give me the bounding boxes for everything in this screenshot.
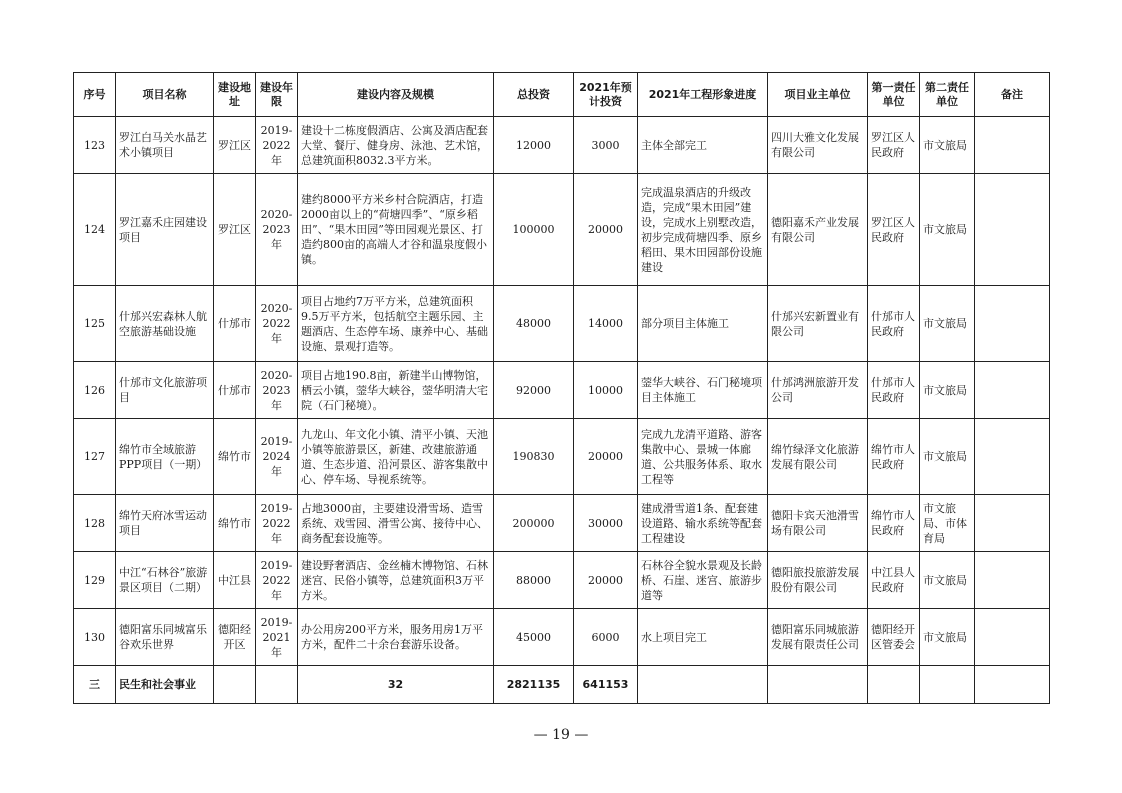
cell-no: 127 bbox=[74, 419, 116, 495]
cell-location: 绵竹市 bbox=[214, 495, 256, 552]
cell-progress: 完成温泉酒店的升级改造，完成“果木田园”建设，完成水上别墅改造，初步完成荷塘四季、原乡稻田、果木田园部份设施建设 bbox=[638, 174, 768, 286]
table-row bbox=[74, 552, 1050, 609]
cell-no: 129 bbox=[74, 552, 116, 609]
cell-invest2021: 30000 bbox=[574, 495, 638, 552]
cell-invest2021: 3000 bbox=[574, 117, 638, 174]
cell-period: 2020-2022年 bbox=[256, 286, 298, 362]
header-period: 建设年限 bbox=[256, 73, 298, 117]
cell-location: 罗江区 bbox=[214, 117, 256, 174]
header-total: 总投资 bbox=[494, 73, 574, 117]
table-header-row bbox=[74, 73, 1050, 117]
cell-second: 市文旅局 bbox=[920, 286, 975, 362]
cell-no: 128 bbox=[74, 495, 116, 552]
table-row bbox=[74, 174, 1050, 286]
cell-name: 中江“石林谷”旅游景区项目（二期） bbox=[116, 552, 214, 609]
header-note: 备注 bbox=[975, 73, 1050, 117]
cell-progress: 主体全部完工 bbox=[638, 117, 768, 174]
summary-no: 三 bbox=[74, 666, 116, 704]
cell-owner: 德阳富乐同城旅游发展有限责任公司 bbox=[768, 609, 868, 666]
cell-no: 126 bbox=[74, 362, 116, 419]
cell-first: 绵竹市人民政府 bbox=[868, 419, 920, 495]
cell-second: 市文旅局 bbox=[920, 362, 975, 419]
cell-total: 48000 bbox=[494, 286, 574, 362]
cell-period: 2019-2021年 bbox=[256, 609, 298, 666]
cell-no: 125 bbox=[74, 286, 116, 362]
cell-owner: 什邡鸿洲旅游开发公司 bbox=[768, 362, 868, 419]
cell-location: 中江县 bbox=[214, 552, 256, 609]
cell-progress: 建成滑雪道1条、配套建设道路、输水系统等配套工程建设 bbox=[638, 495, 768, 552]
cell-period: 2020-2023年 bbox=[256, 362, 298, 419]
cell-note bbox=[975, 609, 1050, 666]
cell-note bbox=[975, 419, 1050, 495]
summary-empty-cell bbox=[214, 666, 256, 704]
cell-period: 2019-2022年 bbox=[256, 495, 298, 552]
table-row bbox=[74, 419, 1050, 495]
cell-second: 市文旅局 bbox=[920, 419, 975, 495]
cell-first: 罗江区人民政府 bbox=[868, 174, 920, 286]
summary-empty-cell bbox=[638, 666, 768, 704]
cell-total: 88000 bbox=[494, 552, 574, 609]
cell-name: 罗江嘉禾庄园建设项目 bbox=[116, 174, 214, 286]
cell-period: 2019-2022年 bbox=[256, 552, 298, 609]
cell-total: 100000 bbox=[494, 174, 574, 286]
cell-owner: 绵竹绿泽文化旅游发展有限公司 bbox=[768, 419, 868, 495]
cell-period: 2020-2023年 bbox=[256, 174, 298, 286]
cell-name: 什邡市文化旅游项目 bbox=[116, 362, 214, 419]
summary-empty-cell bbox=[975, 666, 1050, 704]
cell-invest2021: 20000 bbox=[574, 419, 638, 495]
cell-total: 190830 bbox=[494, 419, 574, 495]
cell-name: 什邡兴宏森林人航空旅游基础设施 bbox=[116, 286, 214, 362]
header-name: 项目名称 bbox=[116, 73, 214, 117]
cell-invest2021: 14000 bbox=[574, 286, 638, 362]
cell-period: 2019-2024年 bbox=[256, 419, 298, 495]
cell-location: 什邡市 bbox=[214, 362, 256, 419]
table-row bbox=[74, 495, 1050, 552]
header-second: 第二责任单位 bbox=[920, 73, 975, 117]
cell-total: 45000 bbox=[494, 609, 574, 666]
cell-location: 绵竹市 bbox=[214, 419, 256, 495]
cell-progress: 石林谷全貌水景观及长龄桥、石崖、迷宫、旅游步道等 bbox=[638, 552, 768, 609]
cell-content: 项目占地190.8亩，新建半山博物馆，栖云小镇，蓥华大峡谷，蓥华明清大宅院（石门秘境）。 bbox=[298, 362, 494, 419]
header-invest2021: 2021年预计投资 bbox=[574, 73, 638, 117]
cell-first: 绵竹市人民政府 bbox=[868, 495, 920, 552]
cell-content: 九龙山、年文化小镇、清平小镇、天池小镇等旅游景区，新建、改建旅游通道、生态步道、沿河景区、游客集散中心、停车场、导视系统等。 bbox=[298, 419, 494, 495]
cell-first: 罗江区人民政府 bbox=[868, 117, 920, 174]
cell-content: 占地3000亩，主要建设滑雪场、造雪系统、戏雪园、滑雪公寓、接待中心、商务配套设施等。 bbox=[298, 495, 494, 552]
cell-invest2021: 6000 bbox=[574, 609, 638, 666]
cell-progress: 完成九龙清平道路、游客集散中心、景城一体廊道、公共服务体系、取水工程等 bbox=[638, 419, 768, 495]
cell-progress: 部分项目主体施工 bbox=[638, 286, 768, 362]
summary-total: 2821135 bbox=[494, 666, 574, 704]
cell-period: 2019-2022年 bbox=[256, 117, 298, 174]
cell-first: 什邡市人民政府 bbox=[868, 362, 920, 419]
summary-invest2021: 641153 bbox=[574, 666, 638, 704]
cell-name: 罗江白马关水晶艺术小镇项目 bbox=[116, 117, 214, 174]
cell-owner: 德阳卡宾天池滑雪场有限公司 bbox=[768, 495, 868, 552]
cell-total: 12000 bbox=[494, 117, 574, 174]
header-no: 序号 bbox=[74, 73, 116, 117]
header-owner: 项目业主单位 bbox=[768, 73, 868, 117]
cell-invest2021: 10000 bbox=[574, 362, 638, 419]
cell-no: 124 bbox=[74, 174, 116, 286]
cell-note bbox=[975, 362, 1050, 419]
cell-first: 什邡市人民政府 bbox=[868, 286, 920, 362]
cell-first: 德阳经开区管委会 bbox=[868, 609, 920, 666]
cell-note bbox=[975, 117, 1050, 174]
header-location: 建设地址 bbox=[214, 73, 256, 117]
cell-owner: 德阳嘉禾产业发展有限公司 bbox=[768, 174, 868, 286]
cell-location: 罗江区 bbox=[214, 174, 256, 286]
header-first: 第一责任单位 bbox=[868, 73, 920, 117]
cell-no: 130 bbox=[74, 609, 116, 666]
table-row bbox=[74, 286, 1050, 362]
table-row bbox=[74, 362, 1050, 419]
cell-note bbox=[975, 286, 1050, 362]
cell-first: 中江县人民政府 bbox=[868, 552, 920, 609]
cell-location: 什邡市 bbox=[214, 286, 256, 362]
cell-name: 德阳富乐同城富乐谷欢乐世界 bbox=[116, 609, 214, 666]
cell-owner: 什邡兴宏新置业有限公司 bbox=[768, 286, 868, 362]
cell-note bbox=[975, 174, 1050, 286]
table-row bbox=[74, 609, 1050, 666]
summary-count: 32 bbox=[298, 666, 494, 704]
header-content: 建设内容及规模 bbox=[298, 73, 494, 117]
table-row bbox=[74, 117, 1050, 174]
cell-content: 建设十二栋度假酒店、公寓及酒店配套大堂、餐厅、健身房、泳池、艺术馆，总建筑面积8032.3平方米。 bbox=[298, 117, 494, 174]
summary-name: 民生和社会事业 bbox=[116, 666, 214, 704]
cell-total: 200000 bbox=[494, 495, 574, 552]
cell-no: 123 bbox=[74, 117, 116, 174]
cell-owner: 德阳旅投旅游发展股份有限公司 bbox=[768, 552, 868, 609]
summary-empty-cell bbox=[868, 666, 920, 704]
cell-note bbox=[975, 495, 1050, 552]
cell-second: 市文旅局 bbox=[920, 552, 975, 609]
page-number: — 19 — bbox=[533, 727, 589, 743]
cell-total: 92000 bbox=[494, 362, 574, 419]
cell-invest2021: 20000 bbox=[574, 552, 638, 609]
cell-second: 市文旅局、市体育局 bbox=[920, 495, 975, 552]
cell-second: 市文旅局 bbox=[920, 174, 975, 286]
cell-second: 市文旅局 bbox=[920, 117, 975, 174]
header-progress: 2021年工程形象进度 bbox=[638, 73, 768, 117]
summary-row bbox=[74, 666, 1050, 704]
cell-note bbox=[975, 552, 1050, 609]
cell-name: 绵竹天府冰雪运动项目 bbox=[116, 495, 214, 552]
cell-location: 德阳经开区 bbox=[214, 609, 256, 666]
cell-content: 建约8000平方米乡村合院酒店，打造2000亩以上的“荷塘四季”、“原乡稻田”、“果木田园”等田园观光景区、打造约800亩的高端人才谷和温泉度假小镇。 bbox=[298, 174, 494, 286]
cell-content: 项目占地约7万平方米，总建筑面积9.5万平方米，包括航空主题乐园、主题酒店、生态停车场、康养中心、基础设施、景观打造等。 bbox=[298, 286, 494, 362]
cell-progress: 水上项目完工 bbox=[638, 609, 768, 666]
cell-content: 办公用房200平方米，服务用房1万平方米，配件二十余台套游乐设备。 bbox=[298, 609, 494, 666]
cell-second: 市文旅局 bbox=[920, 609, 975, 666]
summary-empty-cell bbox=[768, 666, 868, 704]
cell-name: 绵竹市全域旅游PPP项目（一期） bbox=[116, 419, 214, 495]
summary-empty-cell bbox=[920, 666, 975, 704]
cell-invest2021: 20000 bbox=[574, 174, 638, 286]
cell-progress: 蓥华大峡谷、石门秘境项目主体施工 bbox=[638, 362, 768, 419]
cell-content: 建设野奢酒店、金丝楠木博物馆、石林迷宫、民俗小镇等，总建筑面积3万平方米。 bbox=[298, 552, 494, 609]
project-table bbox=[73, 72, 1050, 704]
table-body bbox=[74, 117, 1050, 704]
summary-empty-cell bbox=[256, 666, 298, 704]
cell-owner: 四川大雅文化发展有限公司 bbox=[768, 117, 868, 174]
